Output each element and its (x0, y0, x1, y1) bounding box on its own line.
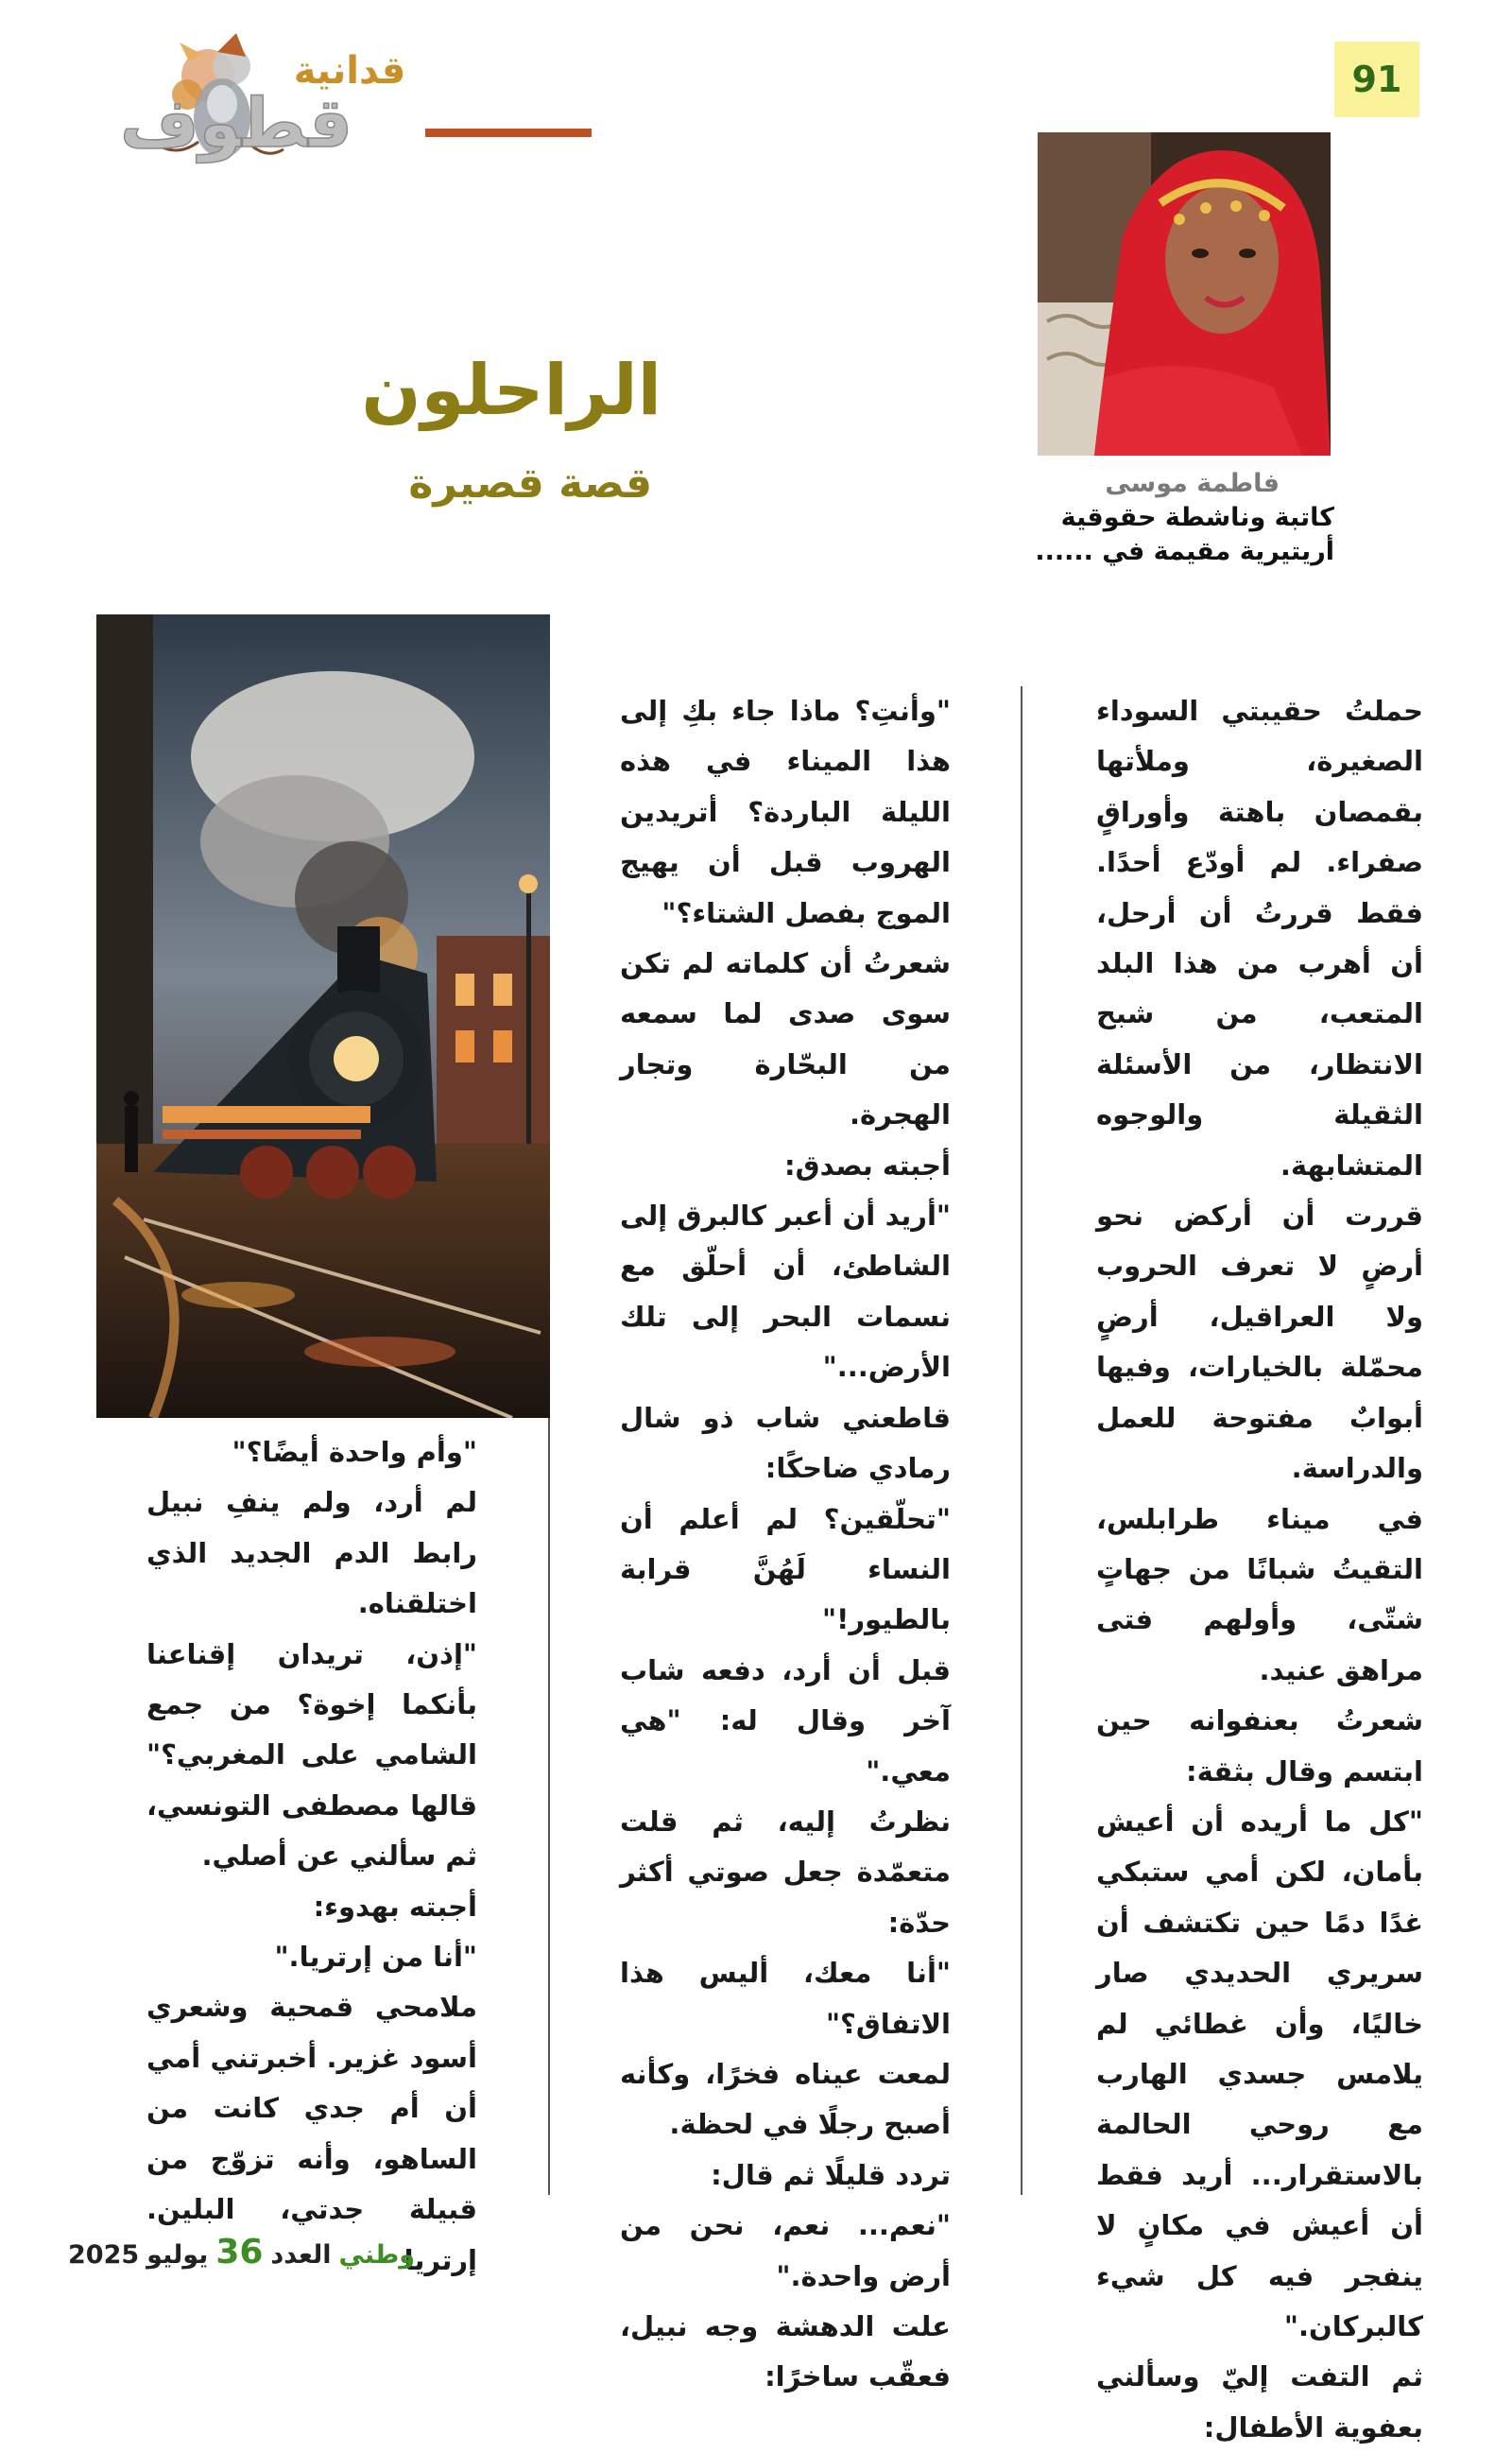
paragraph: ثم التفت إليّ وسألني بعفوية الأطفال: (1096, 2360, 1423, 2444)
paragraph: شعرتُ بعنفوانه حين ابتسم وقال بثقة: (1096, 1704, 1423, 1788)
text-column-right (1096, 686, 1423, 2453)
logo-artwork (47, 28, 444, 170)
logo-divider (425, 129, 592, 137)
author-bio (1002, 501, 1334, 569)
column-divider (548, 1418, 550, 2195)
issue-month: يوليو (146, 2240, 209, 2270)
page-footer (68, 2233, 415, 2274)
page-number: 91 (1351, 59, 1402, 100)
magazine-brand: وطني (338, 2240, 416, 2270)
author-name: فاطمة موسى (1105, 469, 1280, 498)
train-painting (96, 614, 550, 1418)
paragraph: "أريد أن أعبر كالبرق إلى الشاطئ، أن أحلّق مع نسمات البحر إلى تلك الأرض..." (620, 1200, 951, 1384)
text-column-left (146, 1427, 477, 2286)
paragraph: "أنا من إرتريا." (274, 1941, 477, 1974)
article-title: الراحلون (361, 350, 662, 431)
paragraph: "إذن، تريدان إقناعنا بأنكما إخوة؟ من جمع الشامي على المغربي؟" قالها مصطفى التونسي، ثم سألني عن أصلي. (146, 1637, 477, 1873)
paragraph: "كل ما أريده أن أعيش بأمان، لكن أمي ستبكي غدًا دمًا حين تكتشف أن سريري الحديدي صار خاليًا، وأن غطائي لم يلامس جسدي الهارب مع روحي الحالمة بالاستقرار... أريد فقط أن أعيش في مكانٍ لا ينفجر فيه كل شيء كالبركان." (1096, 1805, 1423, 2342)
paragraph: في ميناء طرابلس، التقيتُ شبانًا من جهاتٍ شتّى، وأولهم فتى مراهق عنيد. (1096, 1502, 1423, 1686)
issue-number: 36 (215, 2233, 264, 2272)
paragraph: "أنا معك، أليس هذا الاتفاق؟" (620, 1957, 951, 2040)
author-bio-line: كاتبة وناشطة حقوقية (1060, 503, 1334, 532)
paragraph: شعرتُ أن كلماته لم تكن سوى صدى لما سمعه من البحّارة وتجار الهجرة. (620, 947, 951, 1131)
paragraph: لم أرد، ولم ينفِ نبيل رابط الدم الجديد الذي اختلقناه. (146, 1486, 477, 1620)
paragraph: نظرتُ إليه، ثم قلت متعمّدة جعل صوتي أكثر حدّة: (620, 1805, 951, 1939)
author-portrait (1038, 132, 1331, 456)
logo-main-text: قطوف (119, 83, 353, 163)
author-bio-line: أريتيرية مقيمة في ...... (1035, 537, 1334, 566)
paragraph: ملامحي قمحية وشعري أسود غزير. أخبرتني أمي أن أم جدي كانت من الساهو، وأنه تزوّج من قبيلة جدتي، البلين. إرتريا (146, 1991, 477, 2276)
section-logo (47, 28, 444, 170)
text-column-middle (620, 686, 951, 2403)
paragraph: علت الدهشة وجه نبيل، فعقّب ساخرًا: (620, 2310, 951, 2393)
paragraph: تردد قليلًا ثم قال: (711, 2158, 951, 2191)
issue-label: العدد (270, 2240, 332, 2270)
paragraph: "وأنتِ؟ ماذا جاء بكِ إلى هذا الميناء في هذه الليلة الباردة؟ أتريدين الهروب قبل أن يهيج الموج بفصل الشتاء؟" (620, 695, 951, 929)
column-divider (1021, 686, 1022, 2195)
article-subtitle: قصة قصيرة (408, 459, 652, 508)
paragraph: أجبته بصدق: (784, 1149, 951, 1182)
paragraph: أجبته بهدوء: (313, 1890, 477, 1923)
paragraph: "وأم واحدة أيضًا؟" (232, 1436, 477, 1468)
paragraph: لمعت عيناه فخرًا، وكأنه أصبح رجلًا في لحظة. (620, 2057, 951, 2141)
paragraph: "تحلّقين؟ لم أعلم أن النساء لَهُنَّ قرابة بالطيور!" (620, 1502, 951, 1636)
page-number-badge (1334, 42, 1419, 117)
paragraph: قاطعني شاب ذو شال رمادي ضاحكًا: (620, 1401, 951, 1485)
issue-year: 2025 (68, 2240, 140, 2270)
logo-top-text: قدانية (293, 49, 406, 93)
paragraph: قبل أن أرد، دفعه شاب آخر وقال له: "هي معي." (620, 1653, 951, 1788)
paragraph: "نعم... نعم، نحن من أرض واحدة." (620, 2209, 951, 2292)
paragraph: حملتُ حقيبتي السوداء الصغيرة، وملأتها بقمصان باهتة وأوراقٍ صفراء. لم أودّع أحدًا. فقط قررتُ أن أرحل، أن أهرب من هذا البلد المتعب، من شبح الانتظار، من الأسئلة الثقيلة والوجوه المتشابهة. (1096, 695, 1423, 1182)
paragraph: قررت أن أركض نحو أرضٍ لا تعرف الحروب ولا العراقيل، أرضٍ محمّلة بالخيارات، وفيها أبوابٌ مفتوحة للعمل والدراسة. (1096, 1200, 1423, 1485)
